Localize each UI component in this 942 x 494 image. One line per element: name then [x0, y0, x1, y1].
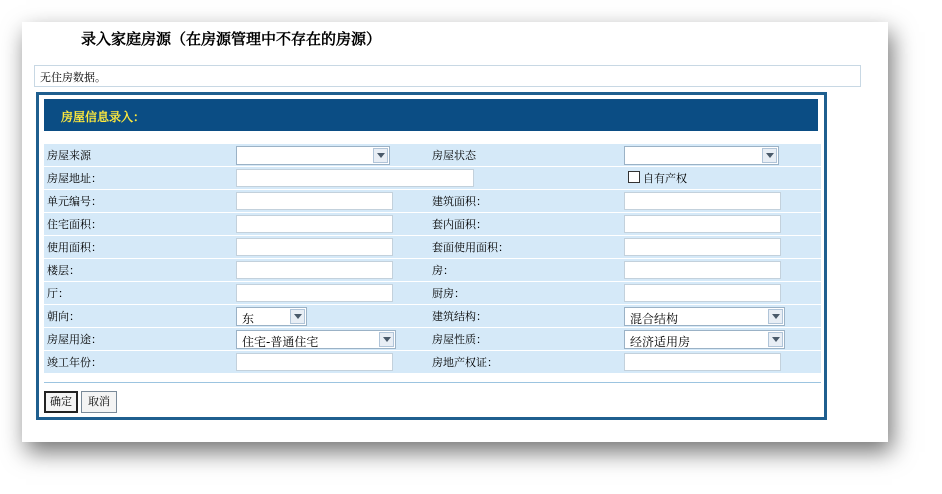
nature-select[interactable] — [624, 330, 785, 349]
completion-year-label: 竣工年份： — [47, 356, 102, 369]
kitchen-input[interactable] — [624, 284, 781, 302]
chevron-down-icon[interactable] — [768, 332, 783, 347]
cancel-button[interactable]: 取消 — [81, 391, 117, 413]
inner-area-label: 套内面积： — [432, 218, 487, 231]
status-label: 房屋状态 — [432, 149, 476, 162]
unit-no-label: 单元编号： — [47, 195, 102, 208]
form-row — [44, 259, 821, 281]
form-header-label: 房屋信息录入： — [61, 110, 146, 124]
build-area-label: 建筑面积： — [432, 195, 487, 208]
chevron-down-icon[interactable] — [379, 332, 394, 347]
room-label: 房： — [432, 264, 454, 277]
orientation-select-value: 东 — [242, 312, 255, 326]
completion-year-input[interactable] — [236, 353, 393, 371]
structure-label: 建筑结构： — [432, 310, 487, 323]
use-area-label: 使用面积： — [47, 241, 102, 254]
suite-use-area-input[interactable] — [624, 238, 781, 256]
notice-text: 无住房数据。 — [40, 71, 106, 84]
divider — [44, 382, 821, 383]
floor-input[interactable] — [236, 261, 393, 279]
use-area-input[interactable] — [236, 238, 393, 256]
form-header — [44, 99, 818, 131]
house-info-form — [36, 92, 827, 420]
orientation-select[interactable] — [236, 307, 307, 326]
form-row — [44, 190, 821, 212]
kitchen-label: 厨房： — [432, 287, 465, 300]
form-row — [44, 305, 821, 327]
form-row — [44, 213, 821, 235]
cert-input[interactable] — [624, 353, 781, 371]
form-row — [44, 328, 821, 350]
source-label: 房屋来源 — [47, 149, 91, 162]
form-row — [44, 282, 821, 304]
chevron-down-icon[interactable] — [768, 309, 783, 324]
form-row — [44, 351, 821, 373]
status-select[interactable] — [624, 146, 779, 165]
build-area-input[interactable] — [624, 192, 781, 210]
address-input[interactable] — [236, 169, 474, 187]
structure-select[interactable] — [624, 307, 785, 326]
own-property-label: 自有产权 — [643, 172, 687, 185]
notice-box — [34, 65, 861, 87]
house-area-input[interactable] — [236, 215, 393, 233]
usage-select[interactable] — [236, 330, 396, 349]
house-area-label: 住宅面积： — [47, 218, 102, 231]
room-input[interactable] — [624, 261, 781, 279]
nature-select-value: 经济适用房 — [630, 335, 691, 349]
own-property-checkbox[interactable] — [628, 171, 640, 183]
floor-label: 楼层： — [47, 264, 80, 277]
chevron-down-icon[interactable] — [373, 148, 388, 163]
inner-area-input[interactable] — [624, 215, 781, 233]
chevron-down-icon[interactable] — [762, 148, 777, 163]
confirm-button[interactable]: 确定 — [44, 391, 78, 413]
structure-select-value: 混合结构 — [630, 312, 679, 326]
usage-select-value: 住宅-普通住宅 — [242, 335, 319, 349]
hall-label: 厅： — [47, 287, 69, 300]
page-title: 录入家庭房源（在房源管理中不存在的房源） — [81, 30, 382, 48]
nature-label: 房屋性质： — [432, 333, 487, 346]
unit-no-input[interactable] — [236, 192, 393, 210]
hall-input[interactable] — [236, 284, 393, 302]
orientation-label: 朝向： — [47, 310, 80, 323]
usage-label: 房屋用途： — [47, 333, 102, 346]
source-select[interactable] — [236, 146, 390, 165]
cert-label: 房地产权证： — [432, 356, 498, 369]
form-row — [44, 167, 821, 189]
form-row — [44, 236, 821, 258]
address-label: 房屋地址： — [47, 172, 102, 185]
chevron-down-icon[interactable] — [290, 309, 305, 324]
form-row — [44, 144, 821, 166]
suite-use-area-label: 套面使用面积： — [432, 241, 509, 254]
